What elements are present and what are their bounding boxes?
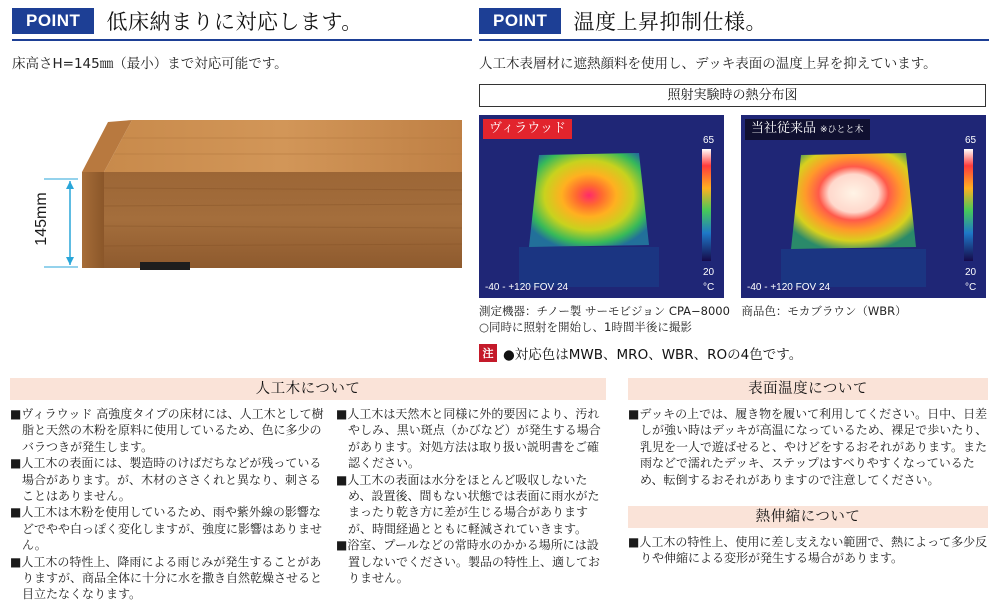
color-note	[479, 343, 802, 363]
left-point-header	[12, 8, 363, 34]
scale-min: 20	[703, 267, 715, 278]
measurement-info: 測定機器：チノー製 サーモビジョン CPA−8000 商品色：モカブラウン（WBR）	[479, 304, 907, 318]
jinkoumoku-col2	[336, 406, 608, 586]
list-item: ■人工木は天然木と同様に外的要因により、汚れやしみ、黒い斑点（かびなど）が発生する場合があります。対処方法は取り扱い説明書をご確認ください。	[336, 407, 601, 471]
list-item: ■人工木は木粉を使用しているため、雨や紫外線の影響などでやや白っぽく変化しますが、強度に影響はありません。	[10, 505, 323, 553]
point-title: 低床納まりに対応します。	[106, 10, 363, 34]
point-title: 温度上昇抑制仕様。	[573, 10, 767, 34]
dimension-label: 145mm	[33, 192, 50, 246]
jinkoumoku-col1	[10, 406, 325, 600]
scale-unit: °C	[703, 282, 715, 293]
hyoumen-text	[628, 406, 988, 488]
scale-min: 20	[965, 267, 977, 278]
list-item: ■人工木の特性上、降雨による雨じみが発生することがありますが、商品全体に十分に水を撒き自然乾燥させると目立たなくなります。	[10, 554, 323, 600]
thermal-caption: 照射実験時の熱分布図	[479, 84, 986, 107]
point-badge: POINT	[479, 8, 561, 34]
fov-readout: -40 - +120 FOV 24	[747, 282, 831, 293]
divider	[12, 39, 472, 41]
list-item: ■人工木の表面には、製造時のけばだちなどが残っている場合があります。が、木材のささくれと異なり、刺さることはありません。	[10, 456, 322, 504]
thermal-label	[745, 119, 870, 140]
left-point-subtitle: 床高さH=145㎜（最小）まで対応可能です。	[12, 56, 288, 72]
thermal-label-note: ※ひとと木	[820, 125, 864, 135]
scale-max: 65	[965, 135, 977, 146]
divider	[479, 39, 989, 41]
list-item: ■ヴィラウッド 高強度タイプの床材には、人工木として樹脂と天然の木粉を原料に使用しているため、色に多少のバラつきが発生します。	[10, 407, 324, 454]
note-badge: 注	[479, 344, 497, 362]
deck-product-image	[22, 110, 462, 280]
section-title-hyoumen: 表面温度について	[628, 378, 988, 400]
list-item: ■浴室、プールなどの常時水のかかる場所には設置しないでください。製品の特性上、適してお りません。	[336, 538, 601, 586]
measurement-note: ○同時に照射を開始し、1時間半後に撮影	[479, 320, 692, 334]
netsu-text	[628, 534, 988, 567]
section-title-netsu: 熱伸縮について	[628, 506, 988, 528]
fov-readout: -40 - +120 FOV 24	[485, 282, 569, 293]
section-title-jinkoumoku: 人工木について	[10, 378, 606, 400]
thermal-image-villawood	[479, 115, 724, 298]
thermal-label: ヴィラウッド	[483, 119, 572, 139]
right-point-header	[479, 8, 767, 34]
note-text: ●対応色はMWB、MRO、WBR、ROの4色です。	[503, 347, 803, 363]
thermal-label-text: 当社従来品	[751, 121, 817, 136]
scale-max: 65	[703, 135, 715, 146]
scale-unit: °C	[965, 282, 977, 293]
list-item: ■人工木の特性上、使用に差し支えない範囲で、熱によって多少反りや伸縮による変形が発生する場合があります。	[628, 535, 988, 566]
thermal-image-conventional	[741, 115, 986, 298]
list-item: ■デッキの上では、履き物を履いて利用してください。日中、日差しが強い時はデッキが高温になっているため、裸足で歩いたり、乳児を一人で遊ばせると、やけどをするおそれがあります。また雨などで濡れたデッキ、ステップはすべりやすくなっているため、転倒するおそれがありますので注意してください。	[628, 407, 988, 487]
right-point-subtitle: 人工木表層材に遮熱顔料を使用し、デッキ表面の温度上昇を抑えています。	[479, 56, 937, 72]
list-item: ■人工木の表面は水分をほとんど吸収しないため、設置後、間もない状態では表面に雨水がたまったり乾き方に差が生じる場合がありますが、時間経過とともに軽減されていきます。	[336, 472, 600, 536]
point-badge: POINT	[12, 8, 94, 34]
